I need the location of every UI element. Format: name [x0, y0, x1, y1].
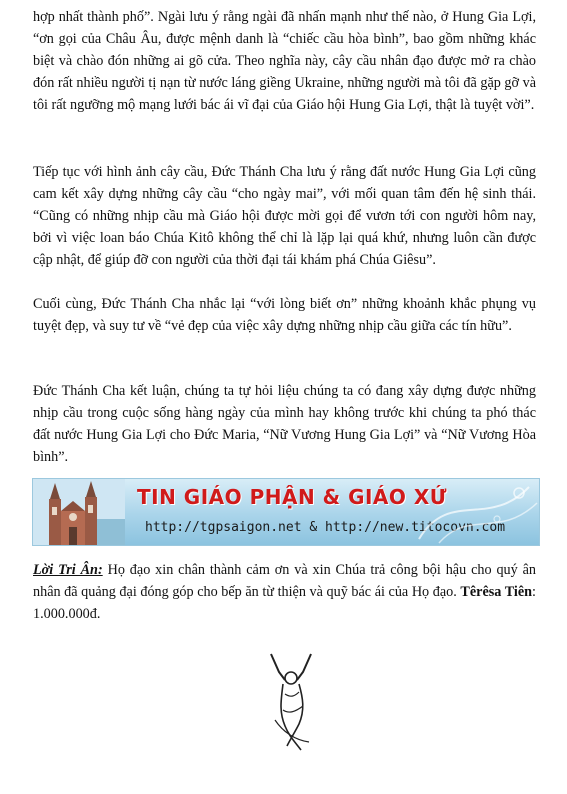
paragraph-1: hợp nhất thành phố”. Ngài lưu ý rằng ngài đã nhấn mạnh như thế nào, ở Hung Gia Lợi, “ơn gọi của Châu Âu, được mệnh danh là “chiếc cầu hòa bình”, bao gồm những khác biệt và chào đón những ai gõ cửa. Theo nghĩa này, cây cầu nhân đạo được mở ra chào đón rất nhiều người tị nạn từ nước láng giềng Ukraine, những người mà tôi đã gặp gỡ và tôi rất ngưỡng mộ mạng lưới bác ái vĩ đại của Giáo hội Hung Gia Lợi, thật là tuyệt vời”.: [33, 9, 536, 113]
cathedral-image: [33, 479, 125, 545]
news-banner: [32, 478, 540, 546]
banner-urls: http://tgpsaigon.net & http://new.titocovn.com: [145, 520, 506, 535]
risen-christ-illustration: [265, 650, 317, 754]
decorative-swirl-icon: [399, 479, 539, 545]
thanks-text: Họ đạo xin chân thành cảm ơn và xin Chúa trả công bội hậu cho quý ân nhân đã quảng đại đóng góp cho bếp ăn từ thiện và quỹ bác ái của Họ đạo.: [33, 562, 537, 600]
paragraph-2: Tiếp tục với hình ảnh cây cầu, Đức Thánh Cha lưu ý rằng đất nước Hung Gia Lợi cũng cam kết xây dựng những cây cầu “cho ngày mai”, với mối quan tâm đến hệ sinh thái. “Cũng có những nhịp cầu mà Giáo hội được mời gọi để vươn tới con người hôm nay, bởi vì việc loan báo Chúa Kitô không thể chỉ là lặp lại quá khứ, nhưng luôn cần được cập nhật, để giúp đỡ con người của thời đại tái khám phá Chúa Giêsu”.: [33, 164, 536, 268]
thanks-note: [33, 559, 536, 625]
thanks-label: Lời Tri Ân:: [33, 562, 103, 578]
donor-name: Têrêsa Tiên: [460, 584, 533, 600]
paragraph-3: Cuối cùng, Đức Thánh Cha nhắc lại “với lòng biết ơn” những khoảnh khắc phụng vụ tuyệt đẹp, và suy tư về “vẻ đẹp của việc xây dựng những nhịp cầu giữa các tín hữu”.: [33, 296, 536, 334]
banner-title: TIN GIÁO PHẬN & GIÁO XỨ: [137, 485, 447, 509]
paragraph-4: Đức Thánh Cha kết luận, chúng ta tự hỏi liệu chúng ta có đang xây dựng được những nhịp cầu trong cuộc sống hàng ngày của mình hay không trước khi chúng ta phó thác đất nước Hung Gia Lợi cho Đức Maria, “Nữ Vương Hung Gia Lợi” và “Nữ Vương Hòa bình”.: [33, 383, 536, 465]
donation-amount: : 1.000.000đ.: [33, 584, 536, 622]
